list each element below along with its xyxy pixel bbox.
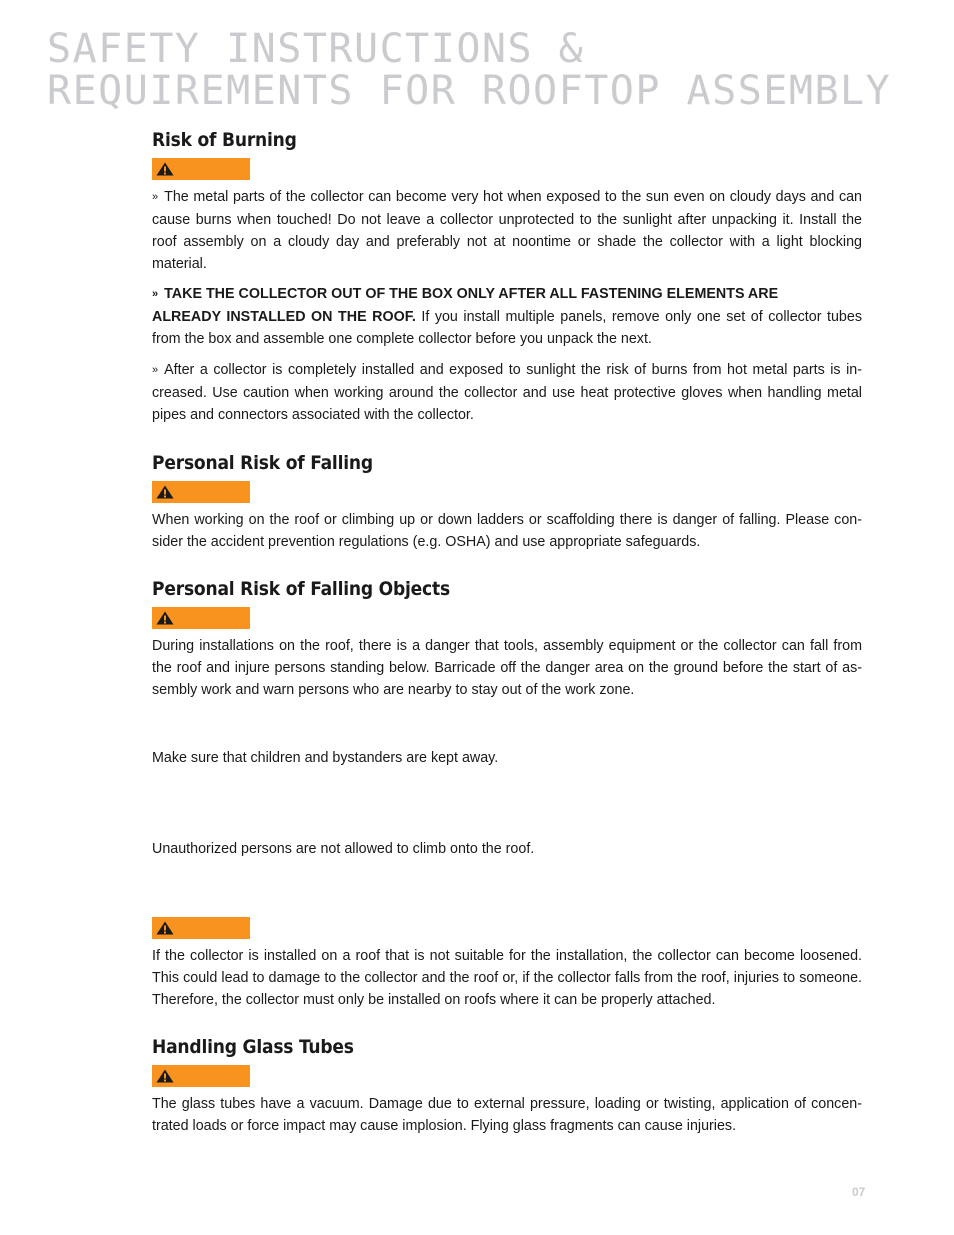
section-roof-suitability (152, 917, 862, 1011)
section-heading: Personal Risk of Falling (152, 452, 373, 474)
section-personal-risk-of-falling-objects (152, 577, 862, 860)
paragraph: » TAKE THE COLLECTOR OUT OF THE BOX ONLY AFTER ALL FASTENING ELEMENTS ARE ALREADY INSTALLED ON THE ROOF. If you install multiple panels, remove only one set of collector tubes from the box and assemble one complete collector before you unpack the next. (152, 286, 862, 347)
paragraph: During installations on the roof, there is a danger that tools, assembly equipment or the collector can fall from the roof and injure persons standing below. Barricade off the danger area on the ground before the start of assembly work and warn persons who are nearby to stay out of the work zone. (152, 638, 862, 698)
paragraph: The glass tubes have a vacuum. Damage due to external pressure, loading or twisting, application of concentrated loads or force impact may cause implosion. Flying glass fragments can cause injuries. (152, 1096, 862, 1134)
warning-bar (152, 607, 250, 629)
page-content (152, 128, 862, 1137)
bold-instruction-line-1: TAKE THE COLLECTOR OUT OF THE BOX ONLY AFTER ALL FASTENING ELEMENTS ARE (164, 286, 779, 302)
warning-bar (152, 481, 250, 503)
paragraph: Make sure that children and bystanders are kept away. (152, 750, 499, 766)
section-handling-glass-tubes (152, 1035, 862, 1137)
paragraph: If the collector is installed on a roof that is not suitable for the installation, the collector can become loosened. This could lead to damage to the collector and the roof or, if the collector falls from the roof, injuries to someone. Therefore, the collector must only be installed on roofs where it can be properly attached. (152, 948, 862, 1008)
paragraph: Unauthorized persons are not allowed to climb onto the roof. (152, 841, 535, 857)
paragraph: When working on the roof or climbing up or down ladders or scaffolding there is danger of falling. Please consider the accident prevention regulations (e.g. OSHA) and use appropriate safeguards. (152, 512, 862, 550)
warning-triangle-icon (156, 611, 174, 625)
warning-bar (152, 1065, 250, 1087)
page-title (47, 28, 891, 112)
warning-triangle-icon (156, 162, 174, 176)
warning-triangle-icon (156, 485, 174, 499)
page-title-line-1: SAFETY INSTRUCTIONS & (47, 26, 585, 72)
warning-triangle-icon (156, 1069, 174, 1083)
warning-triangle-icon (156, 921, 174, 935)
bullet-marker: » (152, 191, 159, 203)
warning-bar (152, 158, 250, 180)
bold-instruction-line-2: ALREADY INSTALLED ON THE ROOF. (152, 309, 416, 325)
paragraph: » After a collector is completely installed and exposed to sunlight the risk of burns from hot metal parts is increased. Use caution when working around the collector and use heat protective gloves when handling metal pipes and connectors associated with the collector. (152, 362, 862, 423)
section-risk-of-burning (152, 128, 862, 426)
section-personal-risk-of-falling (152, 451, 862, 553)
warning-bar (152, 917, 250, 939)
section-heading: Handling Glass Tubes (152, 1036, 354, 1058)
bullet-marker: » (152, 288, 159, 300)
page-number: 07 (852, 1185, 866, 1199)
bullet-marker: » (152, 364, 159, 376)
section-heading: Personal Risk of Falling Objects (152, 578, 450, 600)
section-heading: Risk of Burning (152, 129, 297, 151)
page-title-line-2: REQUIREMENTS FOR ROOFTOP ASSEMBLY (47, 68, 892, 114)
paragraph: » The metal parts of the collector can become very hot when exposed to the sun even on cloudy days and can cause burns when touched! Do not leave a collector unprotected to the sunlight after unpacking it. Install the roof assembly on a cloudy day and preferably not at noontime or shade the collector with a light blocking material. (152, 189, 862, 272)
